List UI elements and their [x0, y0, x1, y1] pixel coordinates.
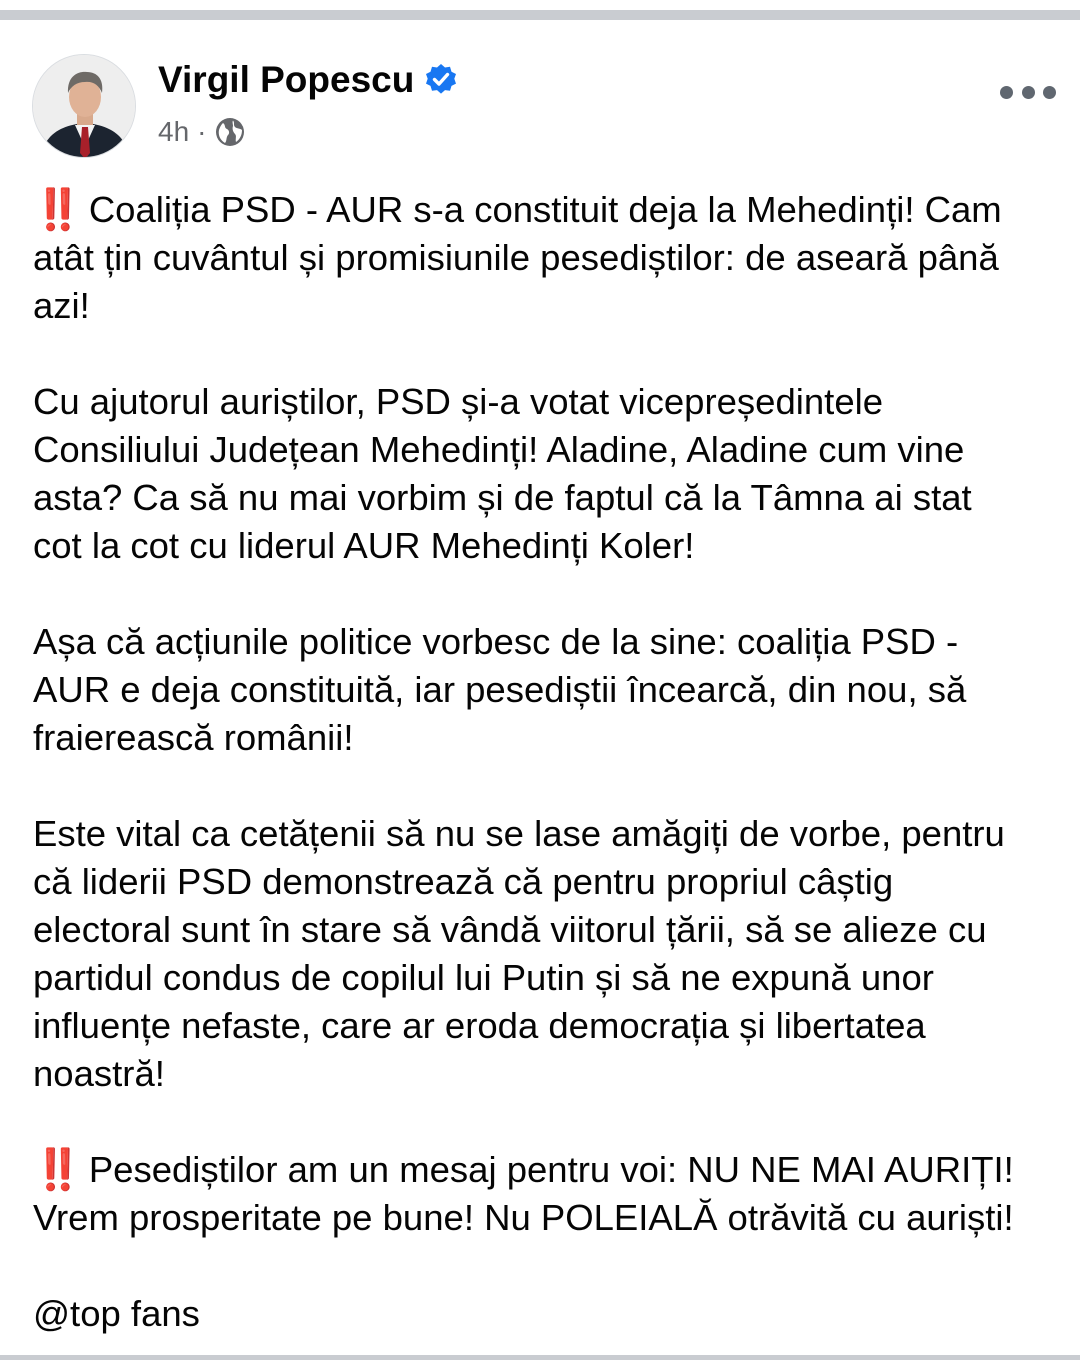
text-line: partidul condus de copilul lui Putin și să ne expună unor — [33, 957, 934, 998]
meta-separator: · — [197, 116, 207, 147]
author-avatar[interactable] — [32, 54, 136, 158]
text-line: fraierească românii! — [33, 717, 354, 758]
post-paragraph-5 — [33, 1146, 1053, 1242]
post-text — [33, 186, 1053, 1338]
post-paragraph-4 — [33, 810, 1053, 1098]
text-line: influențe nefaste, care ar eroda democrația și libertatea — [33, 1005, 926, 1046]
bottom-divider — [0, 1355, 1080, 1360]
post-timestamp[interactable]: 4h — [158, 116, 190, 147]
double-exclamation-emoji: ‼️ — [33, 1148, 77, 1192]
author-name[interactable]: Virgil Popescu — [158, 59, 415, 100]
post-paragraph-3 — [33, 618, 1053, 762]
globe-icon[interactable] — [214, 116, 246, 148]
more-options-icon[interactable] — [1000, 80, 1056, 104]
verified-badge-icon — [424, 63, 458, 97]
text-line: Așa că acțiunile politice vorbesc de la sine: coaliția PSD - — [33, 621, 959, 662]
avatar-portrait — [33, 55, 136, 158]
text-line: AUR e deja constituită, iar pesediștii încearcă, din nou, să — [33, 669, 967, 710]
text-line: Cu ajutorul auriștilor, PSD și-a votat vicepreședintele — [33, 381, 884, 422]
post-meta — [158, 112, 246, 152]
text-line: ‼️ Coaliția PSD - AUR s-a constituit deja la Mehedinți! Cam — [33, 188, 1002, 232]
text-line: Vrem prosperitate pe bune! Nu POLEIALĂ otrăvită cu auriști! — [33, 1197, 1014, 1238]
text-line: Consiliului Județean Mehedinți! Aladine, Aladine cum vine — [33, 429, 965, 470]
text-line: atât țin cuvântul și promisiunile pesediștilor: de aseară până — [33, 237, 999, 278]
mention-top-fans[interactable]: @top fans — [33, 1293, 200, 1334]
text-line: asta? Ca să nu mai vorbim și de faptul că la Tâmna ai stat — [33, 477, 972, 518]
top-divider — [0, 0, 1080, 22]
text-line: că liderii PSD demonstrează că pentru propriul câștig — [33, 861, 894, 902]
author-name-row[interactable] — [158, 58, 458, 102]
post-paragraph-2 — [33, 378, 1053, 570]
double-exclamation-emoji: ‼️ — [33, 188, 77, 232]
text-line: electoral sunt în stare să vândă viitorul țării, să se alieze cu — [33, 909, 987, 950]
text-line: azi! — [33, 285, 90, 326]
text-line: ‼️ Pesediștilor am un mesaj pentru voi: NU NE MAI AURIȚI! — [33, 1148, 1014, 1192]
text-line: cot la cot cu liderul AUR Mehedinți Koler! — [33, 525, 695, 566]
text-line: Este vital ca cetățenii să nu se lase amăgiți de vorbe, pentru — [33, 813, 1005, 854]
post-paragraph-6 — [33, 1290, 1053, 1338]
post-card — [0, 20, 1080, 1355]
text-line: noastră! — [33, 1053, 165, 1094]
post-paragraph-1 — [33, 186, 1053, 330]
